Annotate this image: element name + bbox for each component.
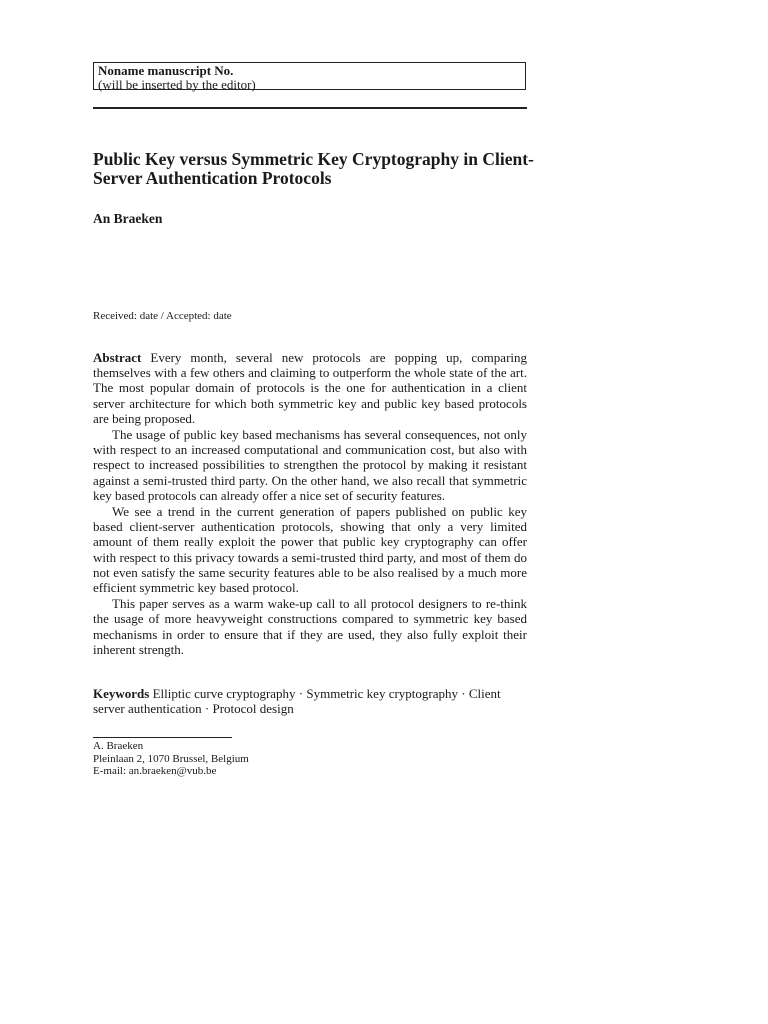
author-footnote xyxy=(93,740,249,778)
abstract-label: Abstract xyxy=(93,350,142,365)
footnote-author: A. Braeken xyxy=(93,740,144,752)
header-rule xyxy=(93,107,527,109)
footnote-rule xyxy=(93,737,232,738)
keywords-section xyxy=(93,686,527,716)
manuscript-number: Noname manuscript No. xyxy=(98,63,234,78)
abstract-paragraph: The usage of public key based mechanisms has several consequences, not only with respect to an increased computational and communication cost, but also with respect to increased possibilities to strengthen the protocol by making it resistant against a semi-trusted third party. On the other hand, we also recall that symmetric key based protocols can already offer a nice set of security features. xyxy=(93,427,527,503)
keywords-text: Elliptic curve cryptography · Symmetric key cryptography · Client server authentication · Protocol design xyxy=(93,686,501,717)
received-accepted-line: Received: date / Accepted: date xyxy=(93,310,232,322)
editor-note: (will be inserted by the editor) xyxy=(98,77,256,92)
keywords-label: Keywords xyxy=(93,686,150,701)
abstract-paragraph-text: Every month, several new protocols are popping up, comparing themselves with a few others and claiming to outperform the whole state of the art. The most popular domain of protocols is the one for authentication in a client server architecture for which both symmetric key and public key based protocols are being proposed. xyxy=(93,350,528,426)
footnote-email: E-mail: an.braeken@vub.be xyxy=(93,765,217,777)
footnote-address: Pleinlaan 2, 1070 Brussel, Belgium xyxy=(93,752,249,765)
abstract-paragraph: This paper serves as a warm wake-up call to all protocol designers to re-think the usage of more heavyweight constructions compared to symmetric key based mechanisms in order to ensure that if they are used, they also fully exploit their inherent strength. xyxy=(93,596,527,657)
manuscript-info-box xyxy=(93,62,526,90)
paper-title: Public Key versus Symmetric Key Cryptography in Client-Server Authentication Protocols xyxy=(93,149,534,188)
abstract-section xyxy=(93,350,527,658)
abstract-paragraph xyxy=(93,350,527,426)
author-name: An Braeken xyxy=(93,211,163,226)
abstract-paragraph: We see a trend in the current generation of papers published on public key based client-server authentication protocols, showing that only a very limited amount of them really exploit the power that public key cryptography can offer with respect to this privacy towards a semi-trusted third party, and most of them do not even satisfy the same security features able to be also realised by a much more efficient symmetric key based protocol. xyxy=(93,504,527,596)
